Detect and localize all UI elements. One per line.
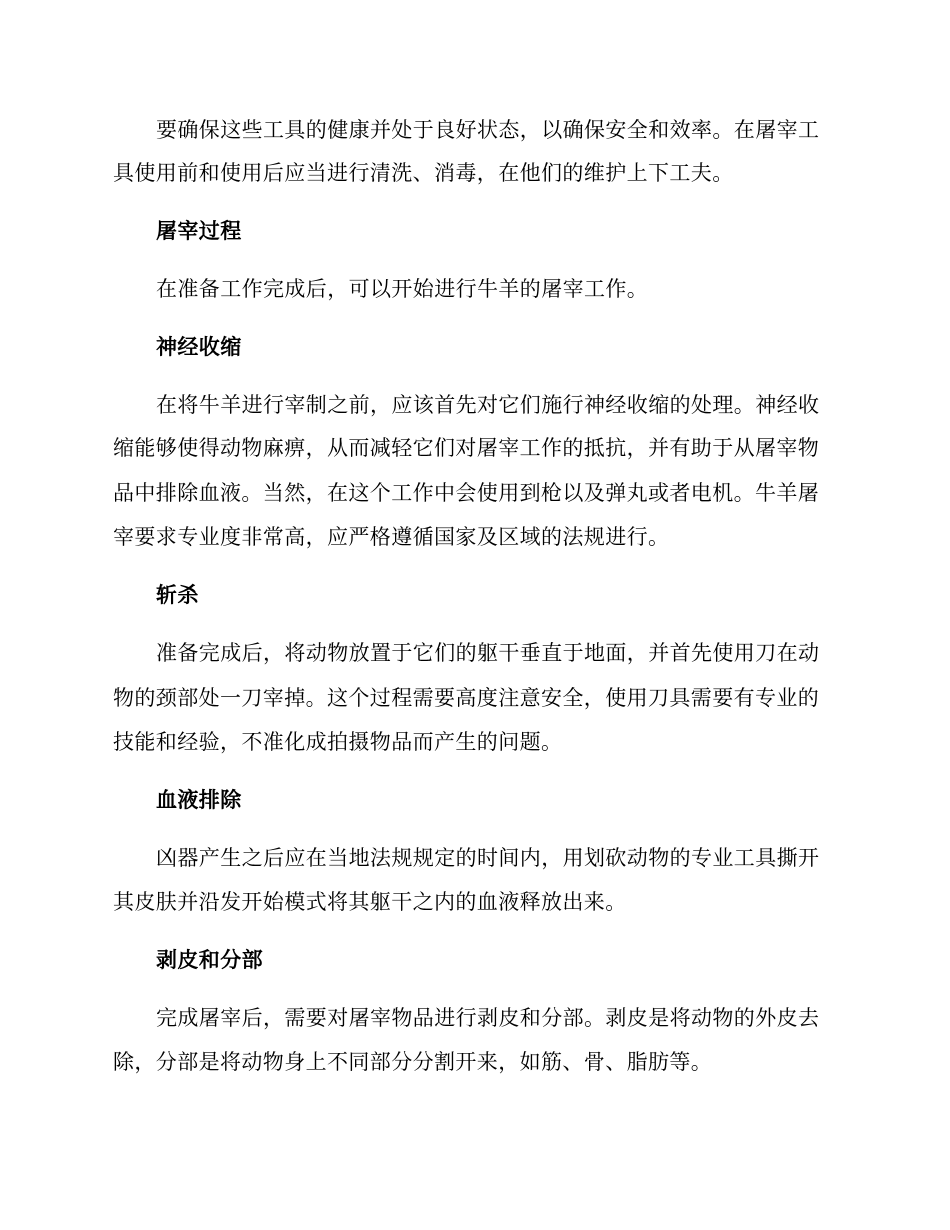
heading-skinning-and-division: 剥皮和分部: [156, 948, 263, 972]
paragraph-killing-line-3: 技能和经验，不准化成拍摄物品而产生的问题。: [113, 730, 563, 754]
paragraph-tool-maintenance-line-1: 要确保这些工具的健康并处于良好状态，以确保安全和效率。在屠宰工: [156, 118, 820, 142]
paragraph-nerve-line-2: 缩能够使得动物麻痹，从而减轻它们对屠宰工作的抵抗，并有助于从屠宰物: [113, 436, 820, 460]
paragraph-nerve-line-3: 品中排除血液。当然，在这个工作中会使用到枪以及弹丸或者电机。牛羊屠: [113, 481, 820, 505]
paragraph-blood-line-1: 凶器产生之后应在当地法规规定的时间内，用划砍动物的专业工具撕开: [156, 846, 820, 870]
heading-blood-removal: 血液排除: [156, 788, 242, 812]
paragraph-nerve-line-4: 宰要求专业度非常高，应严格遵循国家及区域的法规进行。: [113, 525, 670, 549]
paragraph-slaughter-intro: 在准备工作完成后，可以开始进行牛羊的屠宰工作。: [156, 277, 649, 301]
paragraph-skinning-line-2: 除，分部是将动物身上不同部分分割开来，如筋、骨、脂肪等。: [113, 1050, 713, 1074]
heading-slaughter-process: 屠宰过程: [156, 219, 242, 243]
paragraph-nerve-line-1: 在将牛羊进行宰制之前，应该首先对它们施行神经收缩的处理。神经收: [156, 393, 820, 417]
heading-killing: 斩杀: [156, 583, 199, 607]
paragraph-skinning-line-1: 完成屠宰后，需要对屠宰物品进行剥皮和分部。剥皮是将动物的外皮去: [156, 1006, 820, 1030]
heading-nerve-contraction: 神经收缩: [156, 335, 242, 359]
paragraph-tool-maintenance-line-2: 具使用前和使用后应当进行清洗、消毒，在他们的维护上下工夫。: [113, 161, 734, 185]
paragraph-killing-line-2: 物的颈部处一刀宰掉。这个过程需要高度注意安全，使用刀具需要有专业的: [113, 686, 820, 710]
paragraph-killing-line-1: 准备完成后，将动物放置于它们的躯干垂直于地面，并首先使用刀在动: [156, 641, 820, 665]
paragraph-blood-line-2: 其皮肤并沿发开始模式将其躯干之内的血液释放出来。: [113, 890, 627, 914]
